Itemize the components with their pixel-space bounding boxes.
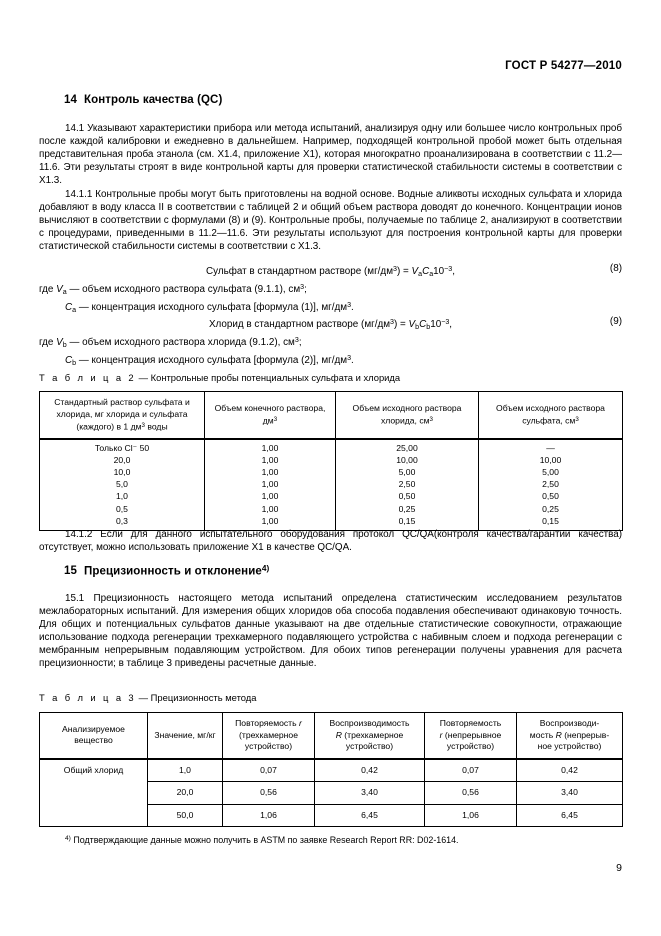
table-3-cell: 6,45 bbox=[315, 804, 425, 827]
where-tail-va: ; bbox=[304, 283, 307, 295]
formula-8-mid: ) = bbox=[396, 265, 412, 277]
page-content bbox=[39, 0, 622, 936]
table-2-caption bbox=[39, 372, 622, 383]
formula-9-where-vb bbox=[39, 334, 622, 352]
table-row bbox=[40, 454, 623, 466]
table-3-col-header-3: Воспроизводимость R (трехкамерное устройство) bbox=[315, 713, 425, 759]
where-prefix-2: где bbox=[39, 336, 57, 348]
table-2-cell: 0,25 bbox=[479, 503, 623, 515]
table-2-cell: 0,3 bbox=[40, 515, 205, 531]
section-title-15: Прецизионность и отклонение bbox=[84, 565, 262, 578]
formula-8-factor-exp: −3 bbox=[444, 265, 453, 273]
where-var-va: V bbox=[56, 283, 63, 295]
paragraph-14-1: 14.1 Указывают характеристики прибора или метода испытаний, анализируя одну или большее число контрольных проб после каждой калибровки и ежедневно в дальнейшем. Например, подходящей контрольной пробой может быть отдельная представительная проба этанола (см. X1.4, приложение X1), которая многократно проанализирована в соответствии с 11.2—11.6. Эти результаты строят в виде контрольной карты для проверки статистической стабильности системы в соответствии с X1.3. bbox=[39, 123, 622, 187]
table-3-cell: 1,06 bbox=[223, 804, 315, 827]
table-3-col-header-0: Анализируемое вещество bbox=[40, 713, 148, 759]
table-2-cell: 0,50 bbox=[479, 490, 623, 502]
table-2-cell: 25,00 bbox=[336, 439, 479, 454]
formula-9-var-c: C bbox=[419, 318, 427, 330]
formula-8-sub-v: a bbox=[418, 269, 423, 278]
formula-9-text: Хлорид в стандартном растворе (мг/дм bbox=[208, 318, 391, 330]
table-3-col-header-1: Значение, мг/кг bbox=[148, 713, 223, 759]
formula-9-var-v: V bbox=[408, 318, 416, 330]
table-3-cell: 1,0 bbox=[148, 759, 223, 782]
table-3-cell: 3,40 bbox=[517, 782, 623, 805]
table-2-cell: 1,0 bbox=[40, 490, 205, 502]
formula-9 bbox=[39, 315, 622, 334]
where-exp-cb: 3 bbox=[347, 353, 352, 362]
table-3-col-header-5: Воспроизводи- мость R (непрерыв- ное устройство) bbox=[517, 713, 623, 759]
table-2-cell: 1,00 bbox=[205, 503, 336, 515]
section-heading-14 bbox=[39, 94, 622, 106]
formula-9-exp: 3 bbox=[390, 318, 394, 326]
table-row bbox=[40, 478, 623, 490]
table-3-body bbox=[40, 759, 623, 827]
table-3-cell: 0,42 bbox=[315, 759, 425, 782]
table-2-cell: 0,15 bbox=[336, 515, 479, 531]
formula-9-factor: 10 bbox=[430, 318, 442, 330]
formula-9-factor-exp: −3 bbox=[441, 318, 450, 326]
table-2-cell: 5,00 bbox=[336, 466, 479, 478]
table-3-col-header-2: Повторяемость r (трехкамерное устройство) bbox=[223, 713, 315, 759]
section-title-14: Контроль качества (QC) bbox=[84, 94, 223, 106]
formula-9-tail: , bbox=[449, 318, 453, 330]
section-number-14: 14 bbox=[64, 94, 77, 106]
where-tail-cb: . bbox=[351, 354, 354, 366]
table-2-cell: 0,25 bbox=[336, 503, 479, 515]
where-sub-va: a bbox=[62, 287, 67, 296]
table-2-cell: 10,00 bbox=[479, 454, 623, 466]
table-2-cell: 1,00 bbox=[205, 466, 336, 478]
formula-8-sub-c: a bbox=[429, 269, 434, 278]
table-3-caption-title: Прецизионность метода bbox=[150, 692, 257, 703]
section-heading-15 bbox=[39, 564, 622, 577]
table-row bbox=[40, 503, 623, 515]
where-text-cb: — концентрация исходного сульфата [формула (2)], мг/дм bbox=[76, 354, 348, 366]
where-var-ca: C bbox=[65, 301, 73, 313]
where-text-ca: — концентрация исходного сульфата [формула (1)], мг/дм bbox=[76, 301, 348, 313]
table-2-cell: 0,5 bbox=[40, 503, 205, 515]
footnote-4 bbox=[39, 833, 622, 846]
table-2-cell: 20,0 bbox=[40, 454, 205, 466]
table-3-cell: 0,07 bbox=[223, 759, 315, 782]
where-sub-cb: b bbox=[72, 358, 77, 367]
table-3 bbox=[39, 712, 623, 827]
table-2-cell: 2,50 bbox=[479, 478, 623, 490]
formula-8-factor: 10 bbox=[433, 265, 445, 277]
table-3-header-row bbox=[40, 713, 623, 759]
where-tail-vb: ; bbox=[298, 336, 302, 348]
table-3-caption bbox=[39, 692, 622, 703]
table-row bbox=[40, 439, 623, 454]
formula-8-exp: 3 bbox=[392, 265, 397, 273]
table-row bbox=[40, 490, 623, 502]
table-2-cell: 0,15 bbox=[479, 515, 623, 531]
footnote-text: Подтверждающие данные можно получить в ASTM по заявке Research Report RR: D02-1614. bbox=[73, 834, 459, 845]
table-2-cell: 5,00 bbox=[479, 466, 623, 478]
formula-9-number: (9) bbox=[609, 316, 622, 327]
formula-9-sub-c: b bbox=[426, 322, 431, 331]
table-2-cell: — bbox=[479, 439, 623, 454]
formula-8-number: (8) bbox=[609, 263, 622, 274]
table-2-header-row bbox=[40, 392, 623, 440]
table-2-cell: 1,00 bbox=[205, 515, 336, 531]
table-3-caption-label: Т а б л и ц а 3 bbox=[39, 692, 137, 703]
table-2-cell: 0,50 bbox=[336, 490, 479, 502]
where-prefix-1: где bbox=[39, 283, 57, 295]
table-2-cell: Только Cl⁻ 50 bbox=[40, 439, 205, 454]
table-2-body bbox=[40, 439, 623, 530]
table-2-cell: 1,00 bbox=[205, 454, 336, 466]
where-var-cb: C bbox=[65, 354, 73, 366]
formula-9-where-cb bbox=[39, 352, 622, 370]
standard-designation: ГОСТ Р 54277—2010 bbox=[505, 60, 622, 72]
formula-8-text: Сульфат в стандартном растворе (мг/дм bbox=[205, 265, 393, 277]
table-2-cell: 10,0 bbox=[40, 466, 205, 478]
table-3-cell: 3,40 bbox=[315, 782, 425, 805]
paragraph-15-1: 15.1 Прецизионность настоящего метода испытаний определена статистическим исследованием результатов межлабораторных испытаний. Для измерения общих хлоридов оба способа подавления обеспечивают одинаковую точность. Для общих и потенциальных сульфатов данные указывают на две отдельные статистические совокупности, отражающие использование подхода регенерации трехкамерного подавляющего устройства с набивным слоем и подхода регенерации с мембранным непрерывным подавляющим устройством. Для обоих типов регенерации получены уравнения для расчета прецизионности; в таблице 3 приведены расчетные данные. bbox=[39, 593, 622, 670]
table-3-cell: 0,07 bbox=[425, 759, 517, 782]
formula-8-var-c: C bbox=[422, 265, 430, 277]
formula-8 bbox=[39, 262, 622, 281]
footnote-separator bbox=[39, 826, 99, 827]
table-2-head bbox=[40, 392, 623, 440]
where-text-va: — объем исходного раствора сульфата (9.1.1), см bbox=[66, 283, 301, 295]
table-2 bbox=[39, 391, 623, 531]
formula-8-where-va bbox=[39, 281, 622, 299]
paragraph-14-1-1: 14.1.1 Контрольные пробы могут быть приготовлены на водной основе. Водные аликвоты исходных сульфата и хлорида добавляют в воду класса II в соответствии с таблицей 2 и общий объем раствора доводят до конечного. Концентрации ионов вычисляют в соответствии с формулами (8) и (9). Контрольные пробы, получаемые по таблице 2, анализируют в соответствии с процедурами, приведенными в 11.2—11.6. Эти результаты используют для построения контрольной карты для проверки статистической стабильности системы в соответствии с X1.3. bbox=[39, 189, 622, 253]
where-text-vb: — объем исходного раствора хлорида (9.1.2), см bbox=[66, 336, 295, 348]
table-2-col-header-3: Объем исходного раствора сульфата, $см^3$ bbox=[479, 392, 623, 440]
table-row bbox=[40, 759, 623, 782]
formula-9-sub-v: b bbox=[415, 322, 420, 331]
table-2-cell: 1,00 bbox=[205, 439, 336, 454]
table-2-cell: 1,00 bbox=[205, 490, 336, 502]
formula-9-mid: ) = bbox=[393, 318, 409, 330]
table-2-col-header-1: Объем конечного раствора, $дм^3$ bbox=[205, 392, 336, 440]
table-2-cell: 10,00 bbox=[336, 454, 479, 466]
formula-8-tail: , bbox=[452, 265, 456, 277]
table-3-cell: 0,42 bbox=[517, 759, 623, 782]
table-3-col-header-4: Повторяемость r (непрерывное устройство) bbox=[425, 713, 517, 759]
table-2-col-header-2: Объем исходного раствора хлорида, $см^3$ bbox=[336, 392, 479, 440]
table-3-cell: 0,56 bbox=[425, 782, 517, 805]
table-3-cell: 20,0 bbox=[148, 782, 223, 805]
formula-8-var-v: V bbox=[411, 265, 419, 277]
where-exp-va: 3 bbox=[300, 283, 305, 291]
table-2-caption-title: Контрольные пробы потенциальных сульфата и хлорида bbox=[150, 372, 401, 383]
where-sub-ca: a bbox=[72, 305, 77, 314]
page-number: 9 bbox=[616, 862, 622, 874]
table-3-analyte: Общий хлорид bbox=[40, 759, 148, 827]
table-3-head bbox=[40, 713, 623, 759]
table-row bbox=[40, 466, 623, 478]
table-2-cell: 1,00 bbox=[205, 478, 336, 490]
table-3-cell: 50,0 bbox=[148, 804, 223, 827]
table-3-cell: 1,06 bbox=[425, 804, 517, 827]
where-tail-ca: . bbox=[351, 301, 354, 313]
where-exp-vb: 3 bbox=[294, 336, 299, 344]
table-2-cell: 2,50 bbox=[336, 478, 479, 490]
table-2-caption-label: Т а б л и ц а 2 bbox=[39, 372, 137, 383]
footnote-marker: 4) bbox=[65, 835, 71, 842]
where-sub-vb: b bbox=[62, 340, 67, 349]
table-2-col-header-0: Стандартный раствор сульфата и хлорида, мг хлорида и сульфата (каждого) в 1 $дм^3$ воды bbox=[40, 392, 205, 440]
table-3-caption-dash: — bbox=[136, 692, 151, 703]
table-2-caption-dash: — bbox=[136, 372, 151, 383]
paragraph-14-1-2: 14.1.2 Если для данного испытательного оборудования протокол QC/QA(контроля качества/гарантии качества) отсутствует, можно использовать приложение X1 в качестве QC/QA. bbox=[39, 529, 622, 554]
table-2-cell: 5,0 bbox=[40, 478, 205, 490]
section-number-15: 15 bbox=[64, 565, 77, 578]
section-15-footnote-marker: 4) bbox=[261, 564, 270, 573]
where-var-vb: V bbox=[56, 336, 63, 348]
table-3-cell: 0,56 bbox=[223, 782, 315, 805]
table-3-cell: 6,45 bbox=[517, 804, 623, 827]
where-exp-ca: 3 bbox=[347, 300, 352, 309]
